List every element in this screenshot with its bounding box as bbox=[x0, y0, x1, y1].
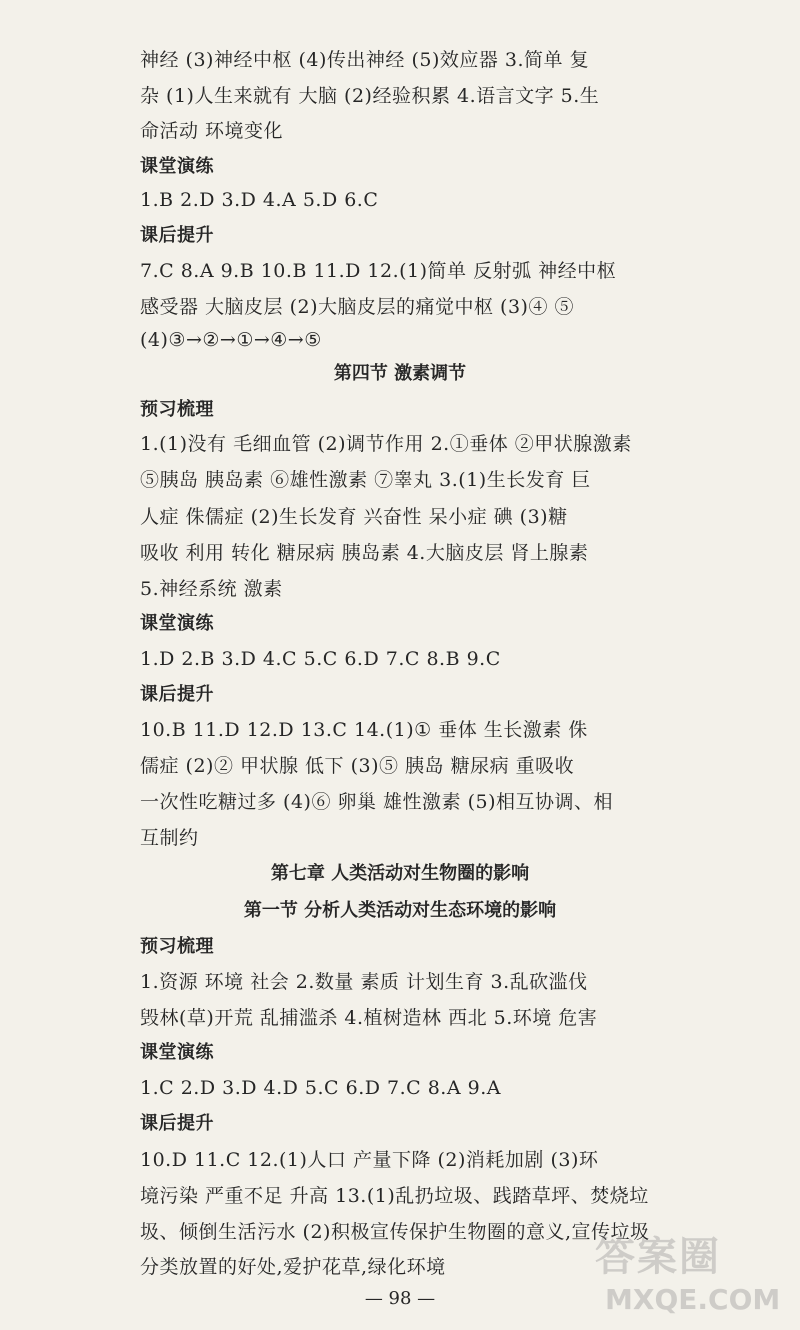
watermark-logo bbox=[585, 1225, 795, 1325]
text-line-1: 神经 (3)神经中枢 (4)传出神经 (5)效应器 3.简单 复 bbox=[140, 49, 590, 71]
text-line-10: 5.神经系统 激素 bbox=[140, 578, 283, 600]
section-heading-after-class: 课后提升 bbox=[140, 225, 214, 246]
text-line-answers-4: 1.C 2.D 3.D 4.D 5.C 6.D 7.C 8.A 9.A bbox=[140, 1077, 501, 1099]
text-line-5: (4)③→②→①→④→⑤ bbox=[140, 329, 322, 351]
section-heading-preview: 预习梳理 bbox=[140, 399, 214, 420]
text-line-4: 感受器 大脑皮层 (2)大脑皮层的痛觉中枢 (3)④ ⑤ bbox=[140, 296, 574, 318]
text-line-12: 儒症 (2)② 甲状腺 低下 (3)⑤ 胰岛 糖尿病 重吸收 bbox=[140, 755, 575, 777]
watermark-url: MXQE.COM bbox=[605, 1283, 781, 1316]
section-heading-classroom-practice: 课堂演练 bbox=[140, 156, 214, 177]
text-line-2: 杂 (1)人生来就有 大脑 (2)经验积累 4.语言文字 5.生 bbox=[140, 85, 600, 107]
text-line-17: 10.D 11.C 12.(1)人口 产量下降 (2)消耗加剧 (3)环 bbox=[140, 1149, 599, 1171]
chapter-title-7: 第七章 人类活动对生物圈的影响 bbox=[270, 863, 530, 884]
text-line-16: 毁林(草)开荒 乱捕滥杀 4.植树造林 西北 5.环境 危害 bbox=[140, 1007, 598, 1029]
watermark-title: 答案圈 bbox=[595, 1234, 721, 1280]
text-line-19: 圾、倾倒生活污水 (2)积极宣传保护生物圈的意义,宣传垃圾 bbox=[140, 1221, 650, 1243]
text-line-13: 一次性吃糖过多 (4)⑥ 卵巢 雄性激素 (5)相互协调、相 bbox=[140, 791, 613, 813]
text-line-answers-3: 1.D 2.B 3.D 4.C 5.C 6.D 7.C 8.B 9.C bbox=[140, 648, 501, 670]
section-heading-preview-2: 预习梳理 bbox=[140, 936, 214, 957]
text-line-11: 10.B 11.D 12.D 13.C 14.(1)① 垂体 生长激素 侏 bbox=[140, 719, 588, 741]
section-heading-classroom-practice-2: 课堂演练 bbox=[140, 613, 214, 634]
text-line-18: 境污染 严重不足 升高 13.(1)乱扔垃圾、践踏草坪、焚烧垃 bbox=[140, 1185, 649, 1207]
section-title-7-1: 第一节 分析人类活动对生态环境的影响 bbox=[243, 900, 557, 921]
text-line-14: 互制约 bbox=[140, 827, 199, 849]
text-line-7: ⑤胰岛 胰岛素 ⑥雄性激素 ⑦睾丸 3.(1)生长发育 巨 bbox=[140, 469, 591, 491]
text-line-8: 人症 侏儒症 (2)生长发育 兴奋性 呆小症 碘 (3)糖 bbox=[140, 506, 568, 528]
text-line-6: 1.(1)没有 毛细血管 (2)调节作用 2.①垂体 ②甲状腺激素 bbox=[140, 433, 632, 455]
text-line-15: 1.资源 环境 社会 2.数量 素质 计划生育 3.乱砍滥伐 bbox=[140, 971, 588, 993]
section-heading-classroom-practice-3: 课堂演练 bbox=[140, 1042, 214, 1063]
section-heading-after-class-3: 课后提升 bbox=[140, 1113, 214, 1134]
text-line-3: 命活动 环境变化 bbox=[140, 120, 284, 142]
text-line-20: 分类放置的好处,爱护花草,绿化环境 bbox=[140, 1256, 446, 1278]
section-heading-after-class-2: 课后提升 bbox=[140, 684, 214, 705]
page-number: — 98 — bbox=[364, 1288, 436, 1309]
text-line-9: 吸收 利用 转化 糖尿病 胰岛素 4.大脑皮层 肾上腺素 bbox=[140, 542, 589, 564]
text-line-answers-2: 7.C 8.A 9.B 10.B 11.D 12.(1)简单 反射弧 神经中枢 bbox=[140, 260, 617, 282]
text-line-answers-1: 1.B 2.D 3.D 4.A 5.D 6.C bbox=[140, 189, 379, 211]
section-title-4: 第四节 激素调节 bbox=[333, 363, 467, 384]
